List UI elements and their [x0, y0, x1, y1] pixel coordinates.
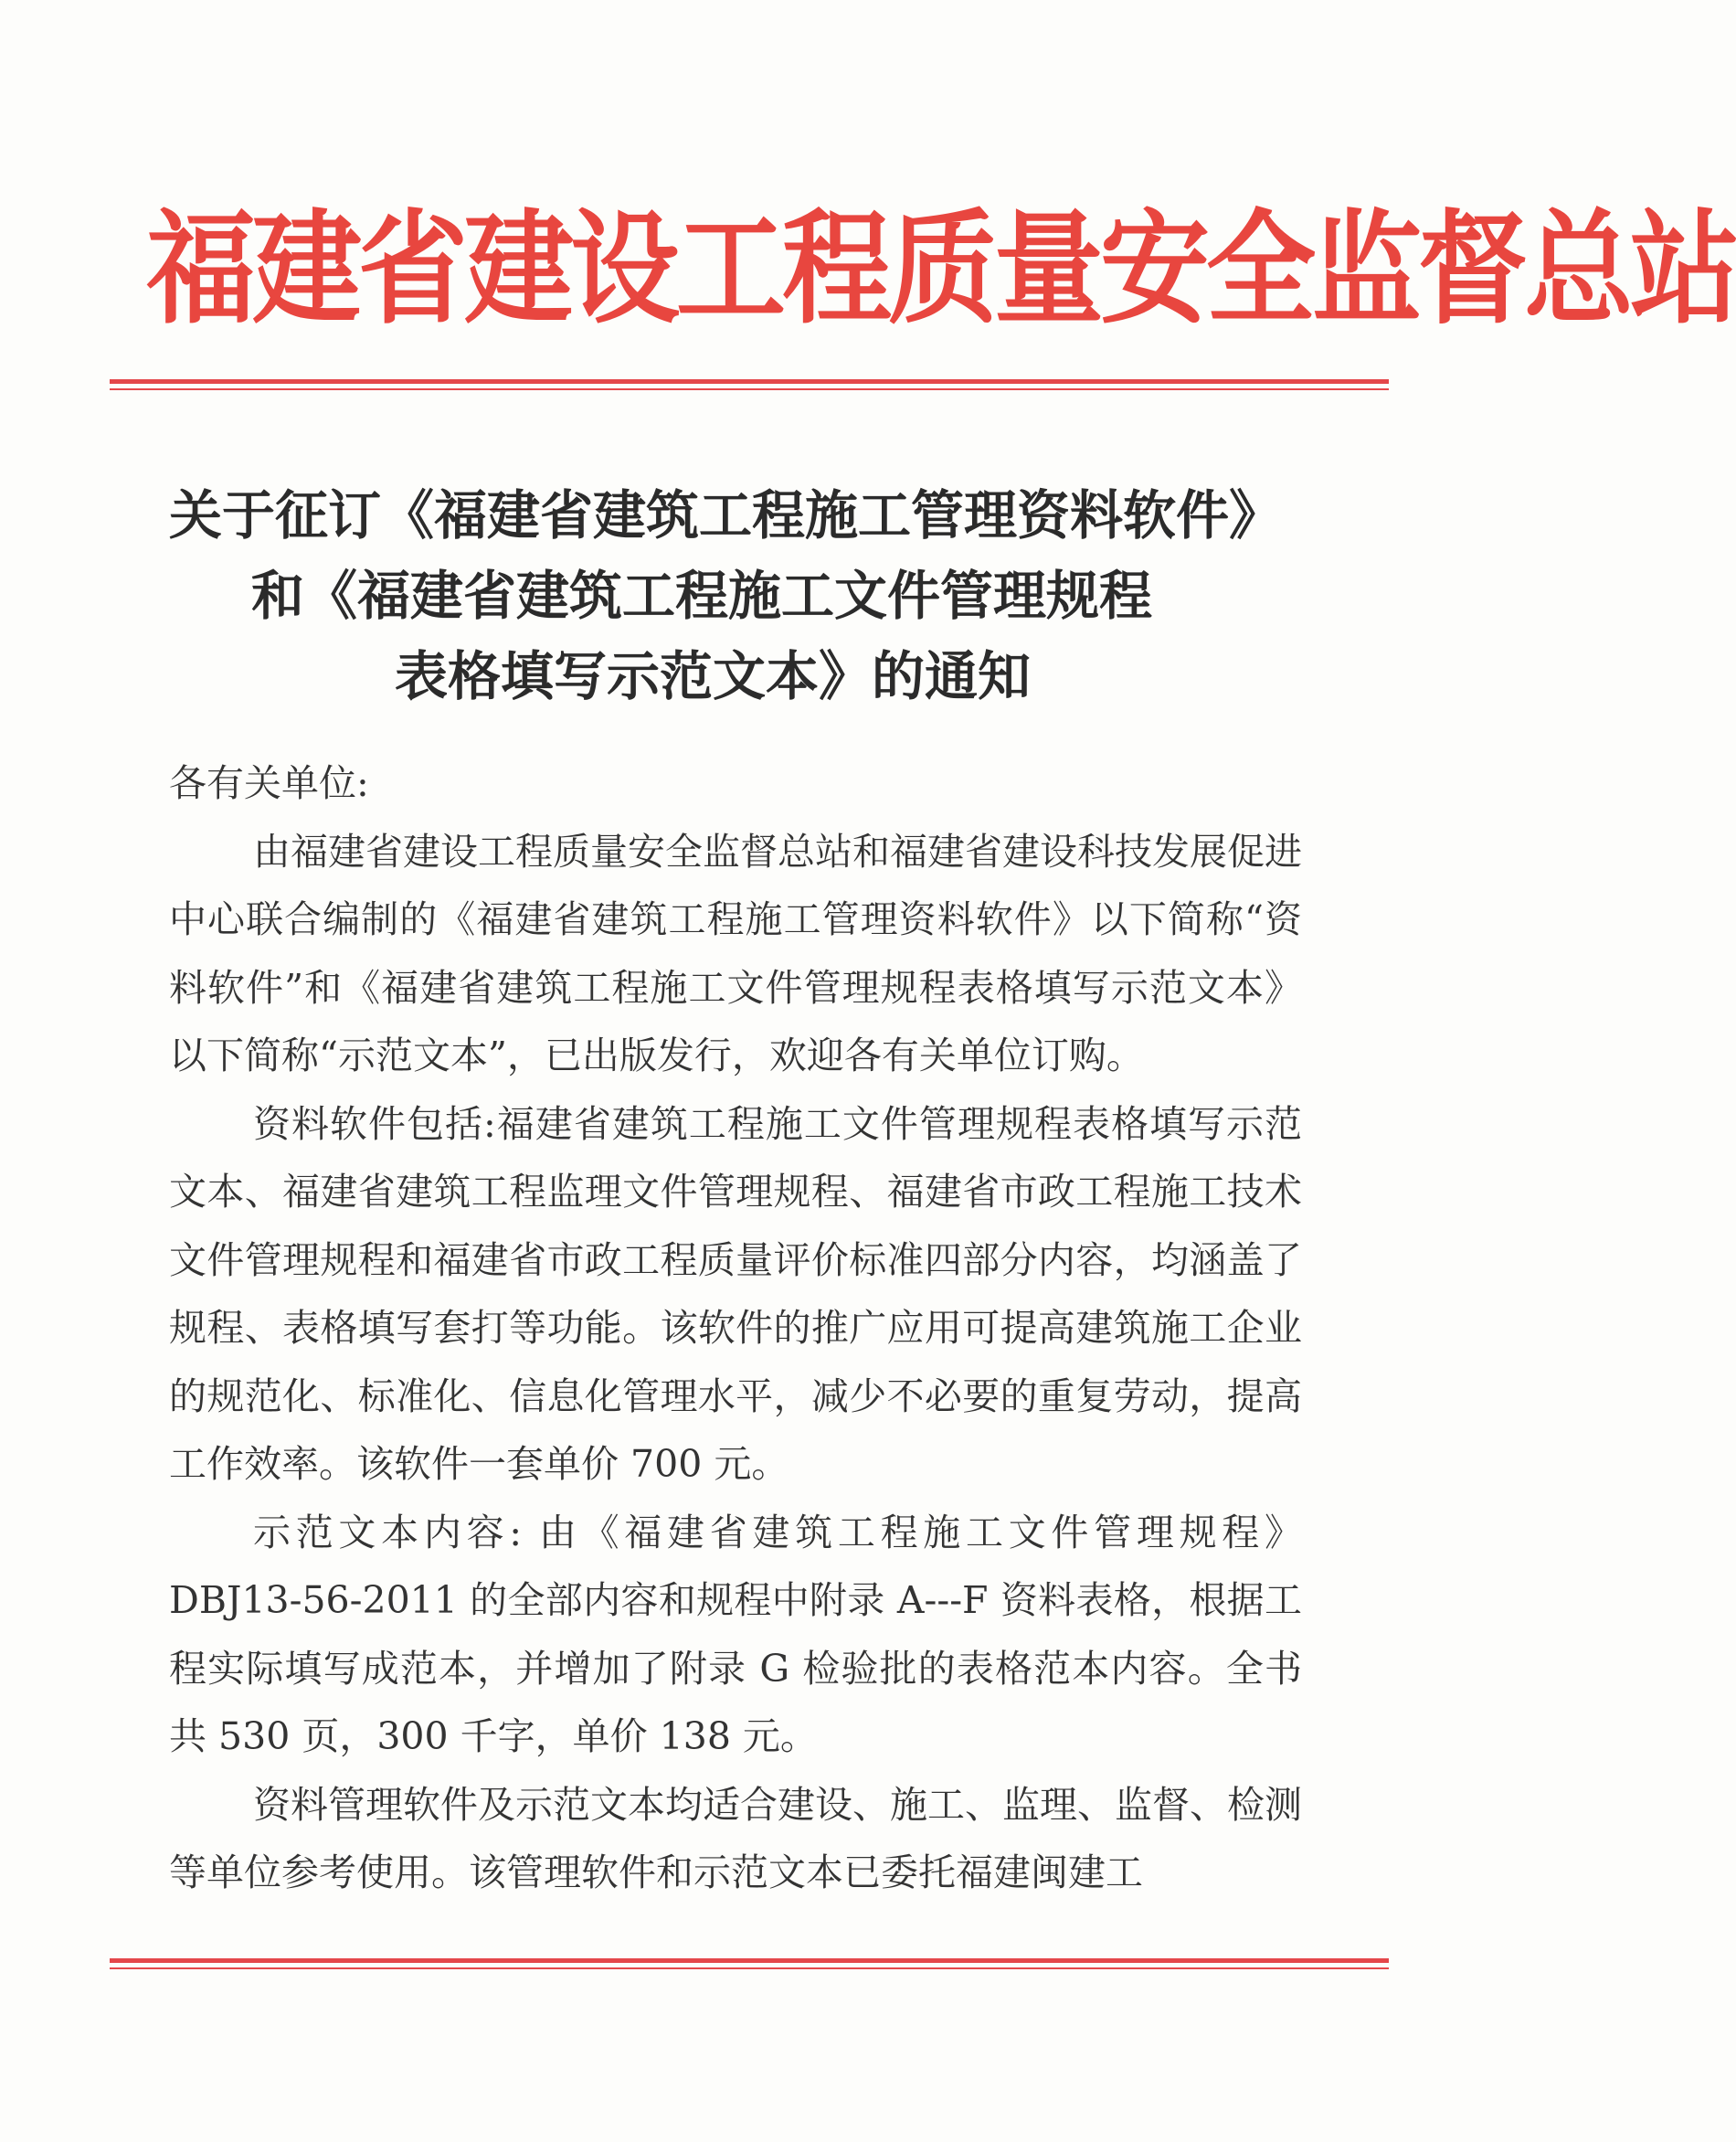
header-red-rule — [110, 379, 1389, 390]
letterhead-org-name: 福建省建设工程质量安全监督总站 — [146, 196, 1736, 342]
document-body — [169, 749, 1302, 1907]
paragraph-usage: 资料管理软件及示范文本均适合建设、施工、监理、监督、检测等单位参考使用。该管理软件和示范文本已委托福建闽建工 — [169, 1782, 1302, 1894]
rule-thick-line — [110, 379, 1389, 384]
title-line-1: 关于征订《福建省建筑工程施工管理资料软件》 — [169, 484, 1283, 546]
title-line-2: 和《福建省建筑工程施工文件管理规程 — [251, 565, 1153, 627]
rule-thin-line — [110, 1967, 1389, 1969]
rule-thick-line — [110, 1958, 1389, 1963]
paragraph-sample-text: 示范文本内容: 由《福建省建筑工程施工文件管理规程》DBJ13-56-2011 的全部内容和规程中附录 A---F 资料表格，根据工程实际填写成范本，并增加了附录 G 检验批的表格范本内容。全书共 530 页，300 千字，单价 138 元。 — [169, 1510, 1302, 1758]
paragraph-software: 资料软件包括:福建省建筑工程施工文件管理规程表格填写示范文本、福建省建筑工程监理文件管理规程、福建省市政工程施工技术文件管理规程和福建省市政工程质量评价标准四部分内容，均涵盖了规程、表格填写套打等功能。该软件的推广应用可提高建筑施工企业的规范化、标准化、信息化管理水平，减少不必要的重复劳动，提高工作效率。该软件一套单价 700 元。 — [169, 1101, 1302, 1486]
title-line-3: 表格填写示范文本》的通知 — [395, 645, 1032, 707]
footer-red-rule — [110, 1958, 1389, 1969]
paragraph-intro: 由福建省建设工程质量安全监督总站和福建省建设科技发展促进中心联合编制的《福建省建筑工程施工管理资料软件》以下简称“资料软件”和《福建省建筑工程施工文件管理规程表格填写示范文本》以下简称“示范文本”，已出版发行，欢迎各有关单位订购。 — [169, 829, 1302, 1077]
rule-thin-line — [110, 388, 1389, 390]
salutation: 各有关单位: — [169, 761, 369, 805]
